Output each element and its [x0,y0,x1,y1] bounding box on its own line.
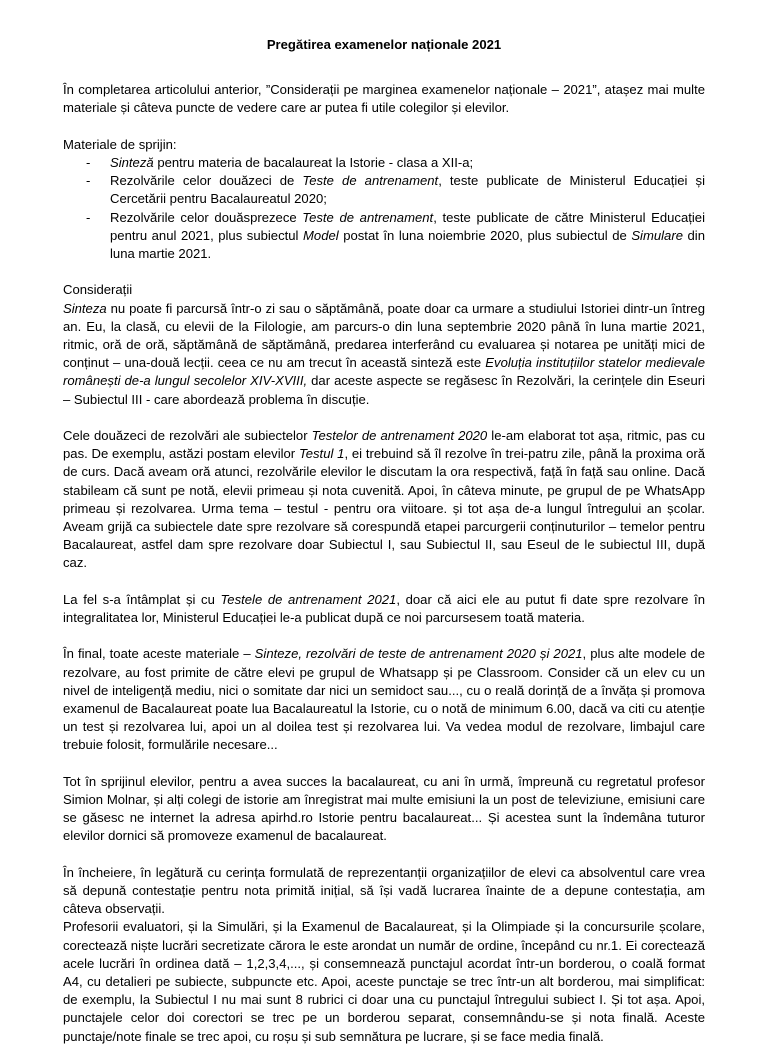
list-item: - Sinteză pentru materia de bacalaureat la Istorie - clasa a XII-a; [63,154,705,172]
evaluators-paragraph: Profesorii evaluatori, și la Simulări, și la Examenul de Bacalaureat, și la Olimpiade și la concursurile școlare, corectează niște lucrări secretizate cărora le este arondat un număr de ordine, începând cu nr.1. Ei corectează acele lucrări în ordinea dată – 1,2,3,4,..., și consemnează punctajul acordat într-un borderou, o coală format A4, cu detalieri pe subiecte, subpuncte etc. Apoi, aceste punctaje se trec într-un alt borderou, mai simplificat: de exemplu, la Subiectul I nu mai sunt 8 rubrici ci doar una cu punctajul întregului subiect I. Și tot așa. Apoi, punctajele celor doi corectori se trec pe un borderou separat, consemnându-se și nota finală. Aceste punctaje/note finale se trec apoi, cu roșu și sub semnătura pe lucrare, și se face media finală. [63,919,705,1044]
tests-2021-paragraph: La fel s-a întâmplat și cu Testele de antrenament 2021, doar că aici ele au putut fi date spre rezolvare în integralitatea lor, Ministerul Educației le-a publicat după ce noi parcursesem toată materia. [63,591,705,626]
materials-list [63,154,705,263]
considerations-paragraph: Sinteza nu poate fi parcursă într-o zi sau o săptămână, poate doar ca urmare a studiului Istoriei dintr-un întreg an. Eu, la clasă, cu elevii de la Filologie, am parcurs-o din luna septembrie 2020 până în luna martie 2021, ritmic, oră de oră, săptămână de săptămână, predarea interferând cu evaluarea și notarea pe unități mici de conținut – una-două lecții. ceea ce nu am trecut în această sinteză este Evoluția instituțiilor statelor medievale românești de-a lungul secolelor XIV-XVIII, dar aceste aspecte se regăsesc în Rezolvări, la cerințele din Eseuri – Subiectul III - care abordează problema în discuție. [63,300,705,407]
paragraph-gap [63,263,705,281]
conclusion-paragraph: În încheiere, în legătură cu cerința formulată de reprezentanții organizațiilor de elevi ca absolventul care vrea să depună contestație pentru nota primită inițial, să își vadă lucrarea înainte de a depune contestația, am câteva observații. [63,864,705,917]
intro-paragraph: În completarea articolului anterior, ”Considerații pe marginea examenelor naționale – 2021”, atașez mai multe materiale și câteva puncte de vedere care ar putea fi utile colegilor și elevilor. [63,82,705,116]
list-dash: - [86,173,91,189]
list-item: - Rezolvările celor douăsprezece Teste de antrenament, teste publicate de către Ministerul Educației pentru anul 2021, plus subiectul Model postat în luna noiembrie 2020, plus subiectul de Simulare din luna martie 2021. [86,209,705,262]
tests-2020-paragraph: Cele douăzeci de rezolvări ale subiectelor Testelor de antrenament 2020 le-am elaborat tot așa, ritmic, pas cu pas. De exemplu, astăzi postam elevilor Testul 1, ei trebuind să îl rezolve în trei-patru zile, până la proxima oră de curs. Dacă aveam oră atunci, rezolvările elevilor le discutam la ora respectivă, față în față sau online. Dacă stabileam că sunt pe notă, elevii primeau și nota cuvenită. Apoi, în câteva minute, pe grupul de pe WhatsApp primeau și rezolvarea. Urma tema – testul - pentru ora viitoare. și tot așa de-a lungul întregului an școlar. Aveam grijă ca subiectele date spre rezolvare să corespundă etapei parcurgerii conținuturilor – temelor pentru Bacalaureat, astfel dam spre rezolvare doar Subiectul I, sau Subiectul II, sau Eseul de le subiectul III, după caz. [63,428,705,571]
tv-shows-paragraph: Tot în sprijinul elevilor, pentru a avea succes la bacalaureat, cu ani în urmă, împreună cu regretatul profesor Simion Molnar, și alți colegi de istorie am înregistrat mai multe emisiuni la un post de televiziune, emisiuni care se găsesc ne internet la adresa apirhd.ro Istorie pentru bacalaureat... Și acestea sunt la îndemâna tuturor elevilor dornici să promoveze examenul de bacalaureat. [63,773,705,844]
paragraph-gap [63,755,705,773]
considerations-heading: Considerații [63,282,133,298]
document-title: Pregătirea examenelor naționale 2021 [266,37,502,52]
paragraph-gap [63,627,705,645]
paragraph-gap [63,846,705,864]
materials-heading: Materiale de sprijin: [63,136,177,152]
paragraph-gap [63,118,705,136]
list-dash: - [86,209,91,225]
list-dash: - [86,155,91,170]
final-materials-paragraph: În final, toate aceste materiale – Sinteze, rezolvări de teste de antrenament 2020 și 2021, plus alte modele de rezolvare, au fost primite de către elevi pe grupul de Whatsapp și pe Classroom. Consider că un elev cu un nivel de inteligență mediu, nici o somitate dar nici un semidoct sau..., cu o reală dorință de a învăța și promova examenul de Bacalaureat poate lua Bacalaureatul la Istorie, cu o notă de minimum 6.00, dacă va citi cu atenție un test și rezolvarea lui, apoi un al doilea test și rezolvarea lui. Va vedea modul de rezolvare, limbajul care trebuie folosit, formulările necesare... [63,646,705,753]
list-item: - Rezolvările celor douăzeci de Teste de antrenament, teste publicate de Ministerul Educației și Cercetării pentru Bacalaureatul 2020; [86,173,705,207]
paragraph-gap [63,573,705,591]
paragraph-gap [63,409,705,427]
